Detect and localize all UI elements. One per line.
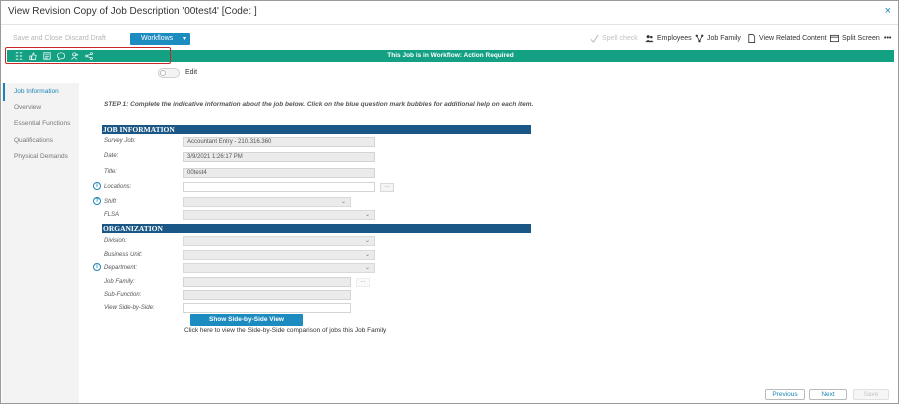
job-family-icon	[695, 34, 704, 43]
employees-icon	[645, 34, 654, 43]
sidebar	[2, 83, 79, 403]
sub-function-label: Sub-Function:	[104, 292, 142, 298]
job-family-label: Job Family:	[104, 279, 135, 285]
sub-function-field	[183, 290, 351, 300]
chevron-down-icon: ⌄	[340, 199, 346, 205]
department-select[interactable]	[183, 263, 375, 273]
shift-label: Shift	[104, 199, 117, 205]
shift-help-icon[interactable]: ?	[93, 197, 101, 205]
locations-help-icon[interactable]: i	[93, 182, 101, 190]
chevron-down-icon: ⌄	[364, 238, 370, 244]
date-label: Date:	[104, 153, 119, 159]
flsa-select[interactable]	[183, 210, 375, 220]
title-field: 00test4	[183, 168, 375, 178]
next-button[interactable]: Next	[809, 389, 847, 400]
sidebar-item-qualifications[interactable]: Qualifications	[14, 137, 54, 144]
highlight-box	[5, 47, 171, 64]
split-screen-icon	[830, 34, 839, 43]
locations-picker-button[interactable]: ...	[380, 183, 394, 192]
split-screen-button[interactable]	[830, 31, 880, 45]
side-by-side-hint: Click here to view the Side-by-Side comparison of jobs this Job Family	[184, 327, 387, 334]
view-side-by-side-field	[183, 303, 351, 313]
section-header-organization: ORGANIZATION	[102, 224, 531, 233]
division-label: Division:	[104, 238, 127, 244]
job-family-button[interactable]	[695, 31, 741, 45]
edit-label: Edit	[185, 69, 198, 76]
division-select[interactable]	[183, 236, 375, 246]
view-side-by-side-label: View Side-by-Side:	[104, 305, 155, 311]
view-related-content-button[interactable]	[747, 31, 827, 45]
spell-check-icon	[590, 34, 599, 43]
chevron-down-icon: ▾	[182, 36, 186, 42]
workflow-status-text: This Job is in Workflow: Action Required	[387, 52, 514, 59]
department-help-icon[interactable]: i	[93, 263, 101, 271]
locations-input[interactable]	[183, 182, 375, 192]
date-field: 3/9/2021 1:26:17 PM	[183, 152, 375, 162]
department-label: Department:	[104, 265, 138, 271]
workflows-label: Workflows	[141, 35, 174, 42]
section-header-job-information: JOB INFORMATION	[102, 125, 531, 134]
workflows-dropdown[interactable]	[130, 33, 190, 45]
spell-check-button[interactable]	[590, 31, 638, 45]
step-instructions: STEP 1: Complete the indicative information about the job below. Click on the blue question mark bubbles for additional help on each item.	[104, 101, 534, 108]
active-indicator	[3, 83, 5, 101]
business-unit-label: Business Unit:	[104, 252, 143, 258]
title-bar	[1, 1, 898, 25]
document-icon	[747, 34, 756, 43]
more-options-button[interactable]: •••	[884, 34, 892, 42]
save-button[interactable]: Save	[853, 389, 889, 400]
chevron-down-icon: ⌄	[364, 252, 370, 258]
save-and-close-button[interactable]: Save and Close	[13, 35, 63, 42]
title-label: Title:	[104, 169, 117, 175]
job-family-label: Job Family	[707, 34, 741, 42]
dialog-title: View Revision Copy of Job Description '00test4' [Code: ]	[8, 6, 257, 17]
business-unit-select[interactable]	[183, 250, 375, 260]
sidebar-item-physical-demands[interactable]: Physical Demands	[14, 153, 68, 160]
close-icon[interactable]: ×	[884, 5, 891, 17]
show-side-by-side-button[interactable]: Show Side-by-Side View	[190, 314, 303, 326]
job-family-field	[183, 277, 351, 287]
toggle-knob	[160, 70, 166, 76]
flsa-label: FLSA	[104, 212, 120, 218]
survey-job-field: Accountant Entry - 210.316.360	[183, 137, 375, 147]
employees-button[interactable]	[645, 31, 692, 45]
edit-toggle[interactable]	[158, 68, 180, 78]
sidebar-item-essential-functions[interactable]: Essential Functions	[14, 120, 71, 127]
chevron-down-icon: ⌄	[364, 265, 370, 271]
job-family-picker-button[interactable]: ...	[356, 278, 370, 287]
chevron-down-icon: ⌄	[364, 212, 370, 218]
survey-job-label: Survey Job:	[104, 138, 136, 144]
sidebar-item-job-information[interactable]: Job Information	[14, 88, 59, 95]
view-related-content-label: View Related Content	[759, 34, 827, 42]
locations-label: Locations:	[104, 184, 132, 190]
sidebar-item-overview[interactable]: Overview	[14, 104, 42, 111]
previous-button[interactable]: Previous	[765, 389, 805, 400]
employees-label: Employees	[657, 34, 692, 42]
spell-check-label: Spell check	[602, 34, 638, 42]
split-screen-label: Split Screen	[842, 34, 880, 42]
shift-select[interactable]	[183, 197, 351, 207]
discard-draft-button[interactable]: Discard Draft	[65, 35, 106, 42]
